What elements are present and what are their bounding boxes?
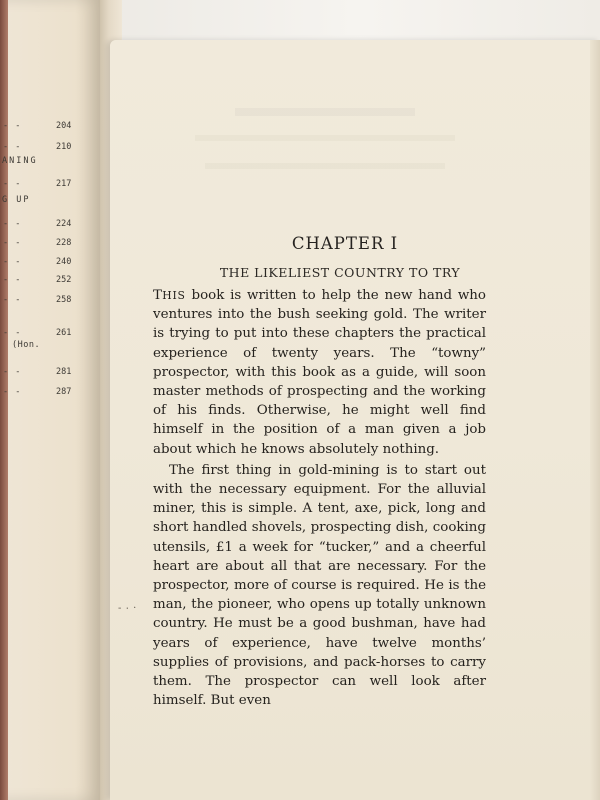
toc-entry (0, 179, 100, 193)
toc-title-fragment: G UP (2, 195, 31, 205)
lead-smallcaps: HIS (162, 289, 186, 302)
chapter-subtitle: THE LIKELIEST COUNTRY TO TRY (219, 265, 461, 280)
lead-cap: T (153, 288, 163, 303)
toc-dashes: - - (3, 328, 22, 338)
toc-entry (0, 238, 100, 252)
margin-mark: - ٠ · (118, 603, 137, 614)
toc-entry (0, 195, 100, 209)
chapter-title: CHAPTER I (291, 234, 399, 253)
toc-dashes: - - (3, 238, 22, 248)
toc-dashes: - - (3, 367, 22, 377)
toc-page-number: 224 (56, 219, 72, 229)
toc-page-number: 240 (56, 257, 72, 267)
toc-page-number: 210 (56, 142, 72, 152)
toc-entry (0, 156, 100, 170)
toc-entry (0, 387, 100, 401)
toc-page-number: 228 (56, 238, 72, 248)
toc-dashes: - - (3, 179, 22, 189)
toc-dashes: - - (3, 275, 22, 285)
toc-entry (0, 295, 100, 309)
paragraph (153, 286, 486, 459)
body-text (153, 286, 486, 710)
toc-entry (0, 275, 100, 289)
paragraph-body: book is written to help the new hand who ventures into the bush seeking gold. The writer is trying to put into these chapters the practical experience of twenty years. The “towny” prospector, with this book as a guide, will soon master methods of prospecting and the working of his finds. Otherwise, he might well find himself in the position of a man given a job about which he knows absolutely nothing. (153, 288, 486, 457)
page-edge (590, 40, 600, 800)
toc-dashes: - - (3, 295, 22, 305)
toc-dashes: - - (3, 219, 22, 229)
toc-page-number: 261 (56, 328, 72, 338)
toc-entry (0, 121, 100, 135)
toc-page-number: 252 (56, 275, 72, 285)
show-through-texture (175, 100, 475, 191)
toc-title-fragment: ANING (2, 156, 38, 166)
toc-entry (0, 340, 100, 354)
toc-page-number: 217 (56, 179, 72, 189)
toc-title-fragment: (Hon. (12, 340, 41, 350)
toc-entry (0, 257, 100, 271)
toc-page-number: 281 (56, 367, 72, 377)
toc-dashes: - - (3, 257, 22, 267)
toc-page-number: 258 (56, 295, 72, 305)
toc-page-number: 204 (56, 121, 72, 131)
toc-entry (0, 219, 100, 233)
toc-entry (0, 367, 100, 381)
toc-page-number: 287 (56, 387, 72, 397)
toc-dashes: - - (3, 387, 22, 397)
toc-dashes: - - (3, 121, 22, 131)
paragraph: The first thing in gold-mining is to start out with the necessary equipment. For the alluvial miner, this is simple. A tent, axe, pick, long and short handled shovels, prospecting dish, cooking utensils, £1 a week for “tucker,” and a cheerful heart are about all that are necessary. For the prospector, more of course is required. He is the man, the pioneer, who opens up totally unknown country. He must be a good bushman, have had years of experience, have twelve months’ supplies of provisions, and pack-horses to carry them. The prospector can well look after himself. But even (153, 462, 486, 709)
toc-entry (0, 142, 100, 156)
toc-dashes: - - (3, 142, 22, 152)
left-page (0, 0, 100, 800)
